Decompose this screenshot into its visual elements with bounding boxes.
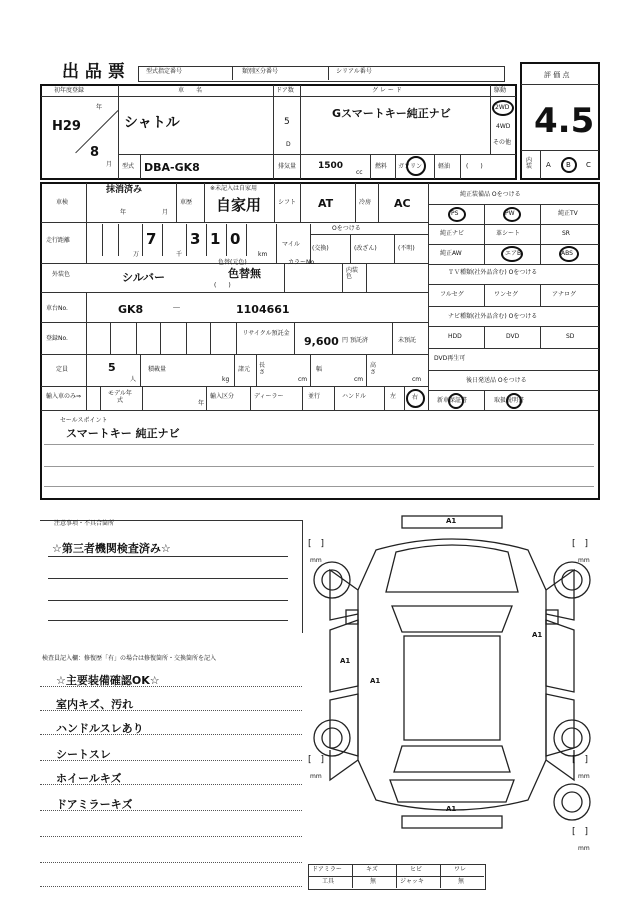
footer-cell: ジャッキ — [400, 878, 424, 885]
navi-title: ナビ種類(社外品含む) Oをつける — [448, 313, 538, 320]
displacement-unit: cc — [356, 169, 363, 176]
displacement-label: 排気量 — [278, 163, 297, 170]
damage-mark: A1 — [446, 805, 457, 813]
drive-4wd: 4WD — [496, 123, 511, 130]
ext-color-value: シルバー — [122, 271, 165, 284]
selling-label: セールスポイント — [60, 417, 108, 424]
damage-mark: A1 — [446, 517, 457, 525]
mileage-sen: 千 — [176, 251, 183, 258]
fuel-label: 燃料 — [375, 163, 388, 170]
header-id-fields — [138, 66, 505, 82]
model-year-unit: 年 — [198, 400, 205, 407]
tire-bracket: [ ] — [308, 539, 325, 549]
history-label: 車歴 — [180, 199, 193, 206]
footer-cell: ワレ — [454, 866, 467, 873]
interior-b: B — [566, 161, 571, 169]
score-value: 4.5 — [534, 101, 595, 141]
mileage-mile: マイル — [282, 241, 300, 248]
interior-a: A — [546, 161, 551, 169]
damage-mark: A1 — [340, 657, 351, 665]
mileage-km: km — [258, 251, 268, 258]
inspector-label: 検査員記入欄：修復歴「有」の場合は修復箇所・交換箇所を記入 — [42, 655, 217, 662]
model-year-label: モデル年式 — [108, 390, 132, 404]
first-reg-label: 初年度登録 — [54, 87, 85, 94]
tire-bracket: [ ] — [572, 755, 589, 765]
car-name: シャトル — [124, 115, 180, 131]
footer-cell: ドアミラー — [312, 866, 342, 873]
footer-cell: キズ — [366, 866, 378, 873]
chassis-dash: － — [172, 304, 182, 314]
import-label: 輸入車のみ⇒ — [46, 393, 82, 400]
inspector-line: ☆主要装備確認OK☆ — [56, 674, 160, 687]
mileage-man: 万 — [133, 251, 140, 258]
deposited: 預託済 — [350, 337, 369, 344]
equip-item: 純正AW — [440, 250, 462, 257]
tv-item: ワンセグ — [494, 291, 519, 298]
year-unit: 年 — [96, 104, 103, 111]
interior-label: 内装 — [526, 157, 533, 170]
navi-item: DVD — [506, 333, 520, 340]
repaint-label: 色替(元色) — [218, 259, 247, 266]
tire-bracket: [ ] — [572, 539, 589, 549]
mileage-modified: (改ざん) — [354, 245, 377, 252]
score-label: 評 価 点 — [544, 71, 570, 79]
ac-value: AC — [394, 197, 411, 210]
inspector-line: シートスレ — [56, 748, 111, 761]
first-reg-year: H29 — [52, 119, 81, 134]
repaint-value: 色替無 — [228, 267, 261, 280]
width-label: 幅 — [316, 366, 323, 373]
notes-box — [40, 520, 303, 633]
light-oil: 軽油 — [438, 163, 451, 170]
recycle-value: 9,600 — [304, 335, 339, 348]
mileage-circle-note: Oをつける — [332, 225, 361, 232]
height-unit: cm — [412, 376, 422, 383]
car-damage-diagram — [306, 510, 606, 870]
chassis-label: 車台No. — [46, 305, 68, 312]
mileage-digit: 0 — [230, 230, 241, 248]
later-item: 取扱説明書 — [494, 397, 525, 404]
tv-item: フルセグ — [440, 291, 464, 298]
damage-mark: A1 — [370, 677, 381, 685]
notes-label: 注意事項・不具合箇所 — [54, 520, 115, 527]
dvd-label: DVD再生可 — [434, 355, 466, 362]
form-title: 出 品 票 — [62, 62, 125, 82]
grade-value: Gスマートキー純正ナビ — [332, 107, 451, 120]
inspector-line: 室内キズ、汚れ — [56, 698, 134, 711]
ext-color-label: 外装色 — [52, 271, 71, 278]
capacity-label: 定員 — [56, 366, 69, 373]
dealer: ディーラー — [254, 393, 284, 400]
not-deposited: 未預託 — [398, 337, 417, 344]
tire-mm: mm — [578, 773, 590, 780]
footer-cell: 無 — [458, 878, 465, 885]
damage-mark: A1 — [532, 631, 543, 639]
tire-bracket: [ ] — [308, 755, 325, 765]
handle-label: ハンドル — [342, 393, 367, 400]
inspector-line: ホイールキズ — [56, 772, 122, 785]
shift-value: AT — [318, 197, 334, 210]
month-unit: 月 — [106, 161, 113, 168]
capacity-unit: 人 — [130, 376, 137, 383]
equip-item: 純正ナビ — [440, 230, 465, 237]
inspection-value: 抹消済み — [106, 185, 143, 195]
height-label: 高さ — [370, 362, 377, 376]
notes-line: ☆第三者機関検査済み☆ — [52, 542, 171, 555]
dims-label: 諸元 — [238, 366, 251, 373]
handle-right: 右 — [412, 394, 419, 401]
inspector-line: ドアミラーキズ — [56, 798, 133, 811]
length-unit: cm — [298, 376, 308, 383]
tire-bracket: [ ] — [572, 827, 589, 837]
equip-item: PW — [505, 210, 515, 217]
reg-no-label: 登録No. — [46, 335, 68, 342]
parallel: 並行 — [308, 393, 321, 400]
tv-item: アナログ — [552, 291, 577, 298]
import-class-label: 輸入区分 — [210, 393, 235, 400]
equip-item: ABS — [561, 250, 573, 257]
footer-cell: 無 — [370, 878, 377, 885]
interior-c: C — [586, 161, 591, 169]
equip-item: 純正TV — [558, 210, 578, 217]
footer-cell: 工具 — [322, 878, 335, 885]
doors-label: ドア数 — [276, 87, 294, 94]
fuel-paren: ( ) — [466, 163, 483, 170]
doors-value: 5 — [284, 117, 290, 127]
history-note: ※未記入は自家用 — [210, 185, 258, 192]
mileage-digit: 1 — [210, 230, 221, 248]
shift-label: シフト — [278, 199, 297, 206]
mileage-digit: 7 — [146, 230, 157, 248]
handle-left: 左 — [390, 393, 397, 400]
width-unit: cm — [354, 376, 364, 383]
displacement-value: 1500 — [318, 161, 344, 171]
model-label: 型式 — [122, 163, 135, 170]
fuel-value: ガソリン — [398, 163, 423, 170]
navi-item: HDD — [448, 333, 462, 340]
inspector-line: ハンドルスレあり — [56, 722, 144, 735]
inspection-year-unit: 年 — [120, 209, 127, 216]
tire-mm: mm — [310, 557, 322, 564]
tire-mm: mm — [310, 773, 322, 780]
capacity-value: 5 — [108, 361, 116, 374]
type-cert-label: 型式指定番号 — [146, 68, 183, 75]
equip-item: SR — [562, 230, 570, 237]
footer-cell: ヒビ — [410, 866, 423, 873]
equipment-title: 純正装備品 Oをつける — [460, 191, 521, 198]
mileage-unknown: (不明) — [398, 245, 415, 252]
chassis-prefix: GK8 — [118, 303, 144, 316]
drive-2wd: 2WD — [495, 104, 510, 111]
drive-other: その他 — [493, 139, 512, 146]
equip-item: 革シート — [496, 230, 521, 237]
tv-title: ＴＶ種類(社外品含む) Oをつける — [448, 269, 538, 276]
doors-unit: D — [286, 141, 291, 148]
later-item: 新車保証書 — [437, 397, 468, 404]
mileage-label: 走行距離 — [46, 237, 71, 244]
int-color-label: 内装色 — [346, 267, 359, 280]
equip-item: エアB — [505, 250, 522, 257]
recycle-label: リサイクル預託金 — [242, 330, 290, 337]
tire-mm: mm — [578, 845, 590, 852]
load-label: 積載量 — [148, 366, 167, 373]
equip-item: PS — [451, 210, 459, 217]
later-title: 後日発送品 Oをつける — [466, 377, 527, 384]
grade-label: グ レ ー ド — [372, 87, 402, 94]
inspection-month-unit: 月 — [162, 209, 169, 216]
fuel-circle — [406, 156, 426, 176]
first-reg-month: 8 — [90, 145, 100, 160]
selling-text: スマートキー 純正ナビ — [66, 427, 180, 440]
history-value: 自家用 — [216, 196, 262, 214]
navi-item: SD — [566, 333, 575, 340]
class-label: 類別区分番号 — [242, 68, 279, 75]
repaint-paren: ( ) — [214, 282, 231, 289]
ac-label: 冷房 — [359, 199, 372, 206]
mileage-exchange: (交換) — [312, 245, 329, 252]
inspection-label: 車検 — [56, 199, 69, 206]
color-no-label: カラーNo. — [288, 259, 316, 266]
length-label: 長さ — [259, 362, 266, 376]
model-value: DBA-GK8 — [144, 161, 200, 174]
car-name-label: 車 名 — [178, 87, 203, 94]
recycle-unit: 円 — [342, 337, 349, 344]
chassis-no: 1104661 — [236, 303, 290, 316]
load-unit: kg — [222, 376, 230, 383]
drive-label: 駆動 — [494, 87, 507, 94]
serial-label: シリアル番号 — [336, 68, 372, 75]
tire-mm: mm — [578, 557, 590, 564]
mileage-digit: 3 — [190, 230, 201, 248]
